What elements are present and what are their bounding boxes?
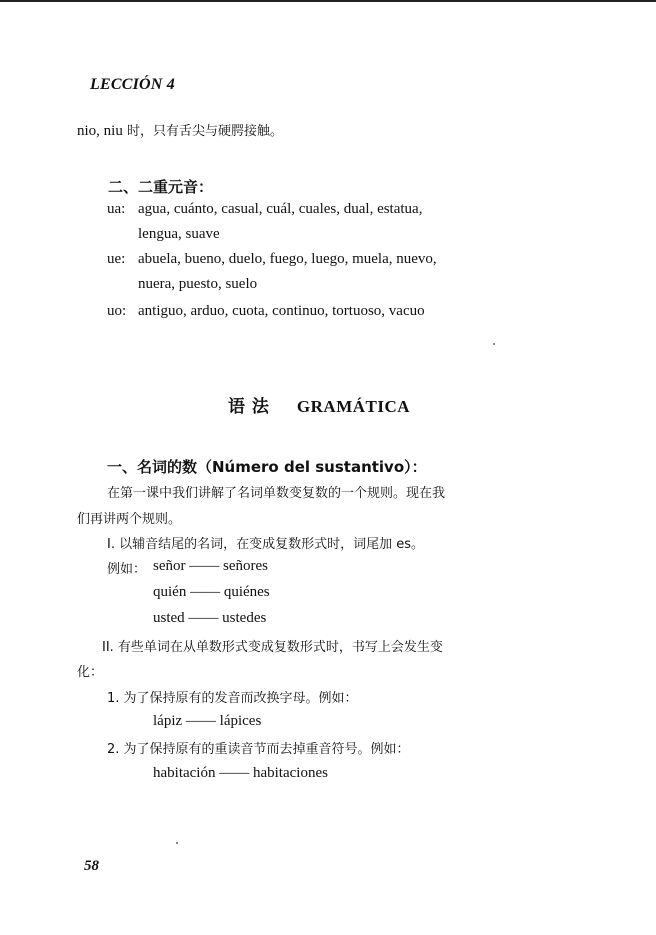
ua-examples-line1: agua, cuánto, casual, cuál, cuales, dual, estatua, [138,201,423,217]
intro-line [77,120,283,143]
noun-number-section-title: 一、名词的数（Número del sustantivo）： [107,458,427,476]
ue-examples-line2: nuera, puesto, suelo [138,276,258,292]
subrule-two: 2. 为了保持原有的重读音节而去掉重音符号。例如： [107,742,410,757]
grammar-intro-line2: 们再讲两个规则。 [77,512,182,527]
grammar-intro-line1: 在第一课中我们讲解了名词单数变复数的一个规则。现在我 [107,486,446,501]
example-quien: quién —— quiénes [153,584,270,600]
intro-prefix: nio, niu [77,123,123,139]
ue-examples-line1: abuela, bueno, duelo, fuego, luego, muela, nuevo, [138,251,437,267]
ua-label: ua: [107,201,126,217]
rule-two-line1: II. 有些单词在从单数形式变成复数形式时，书写上会发生变 [102,640,443,655]
top-border-line [0,0,656,2]
example-usted: usted —— ustedes [153,610,267,626]
ue-label: ue: [107,251,126,267]
rule-two-line2: 化： [77,665,104,680]
grammar-title-es: GRAMÁTICA [296,397,411,416]
lesson-header: LECCIÓN 4 [90,76,175,93]
page-speck [493,343,495,345]
example-lapiz: lápiz —— lápices [153,713,262,729]
page-speck-bottom [176,842,178,844]
example-habitacion: habitación —— habitaciones [153,765,328,781]
subrule-one: 1. 为了保持原有的发音而改换字母。例如： [107,691,358,706]
grammar-title-zh: 语 法 [228,397,270,417]
example-senor: señor —— señores [153,558,268,574]
intro-text: 时，只有舌尖与硬腭接触。 [122,124,283,139]
page-number: 58 [84,858,99,874]
ua-examples-line2: lengua, suave [138,226,220,242]
diphthongs-section-title: 二、二重元音： [108,178,214,196]
uo-label: uo: [107,303,127,319]
example-label: 例如： [107,562,147,577]
uo-examples-line1: antiguo, arduo, cuota, continuo, tortuoso, vacuo [138,303,425,319]
rule-one: I. 以辅音结尾的名词，在变成复数形式时，词尾加 es。 [107,537,425,552]
grammar-title [228,392,410,417]
